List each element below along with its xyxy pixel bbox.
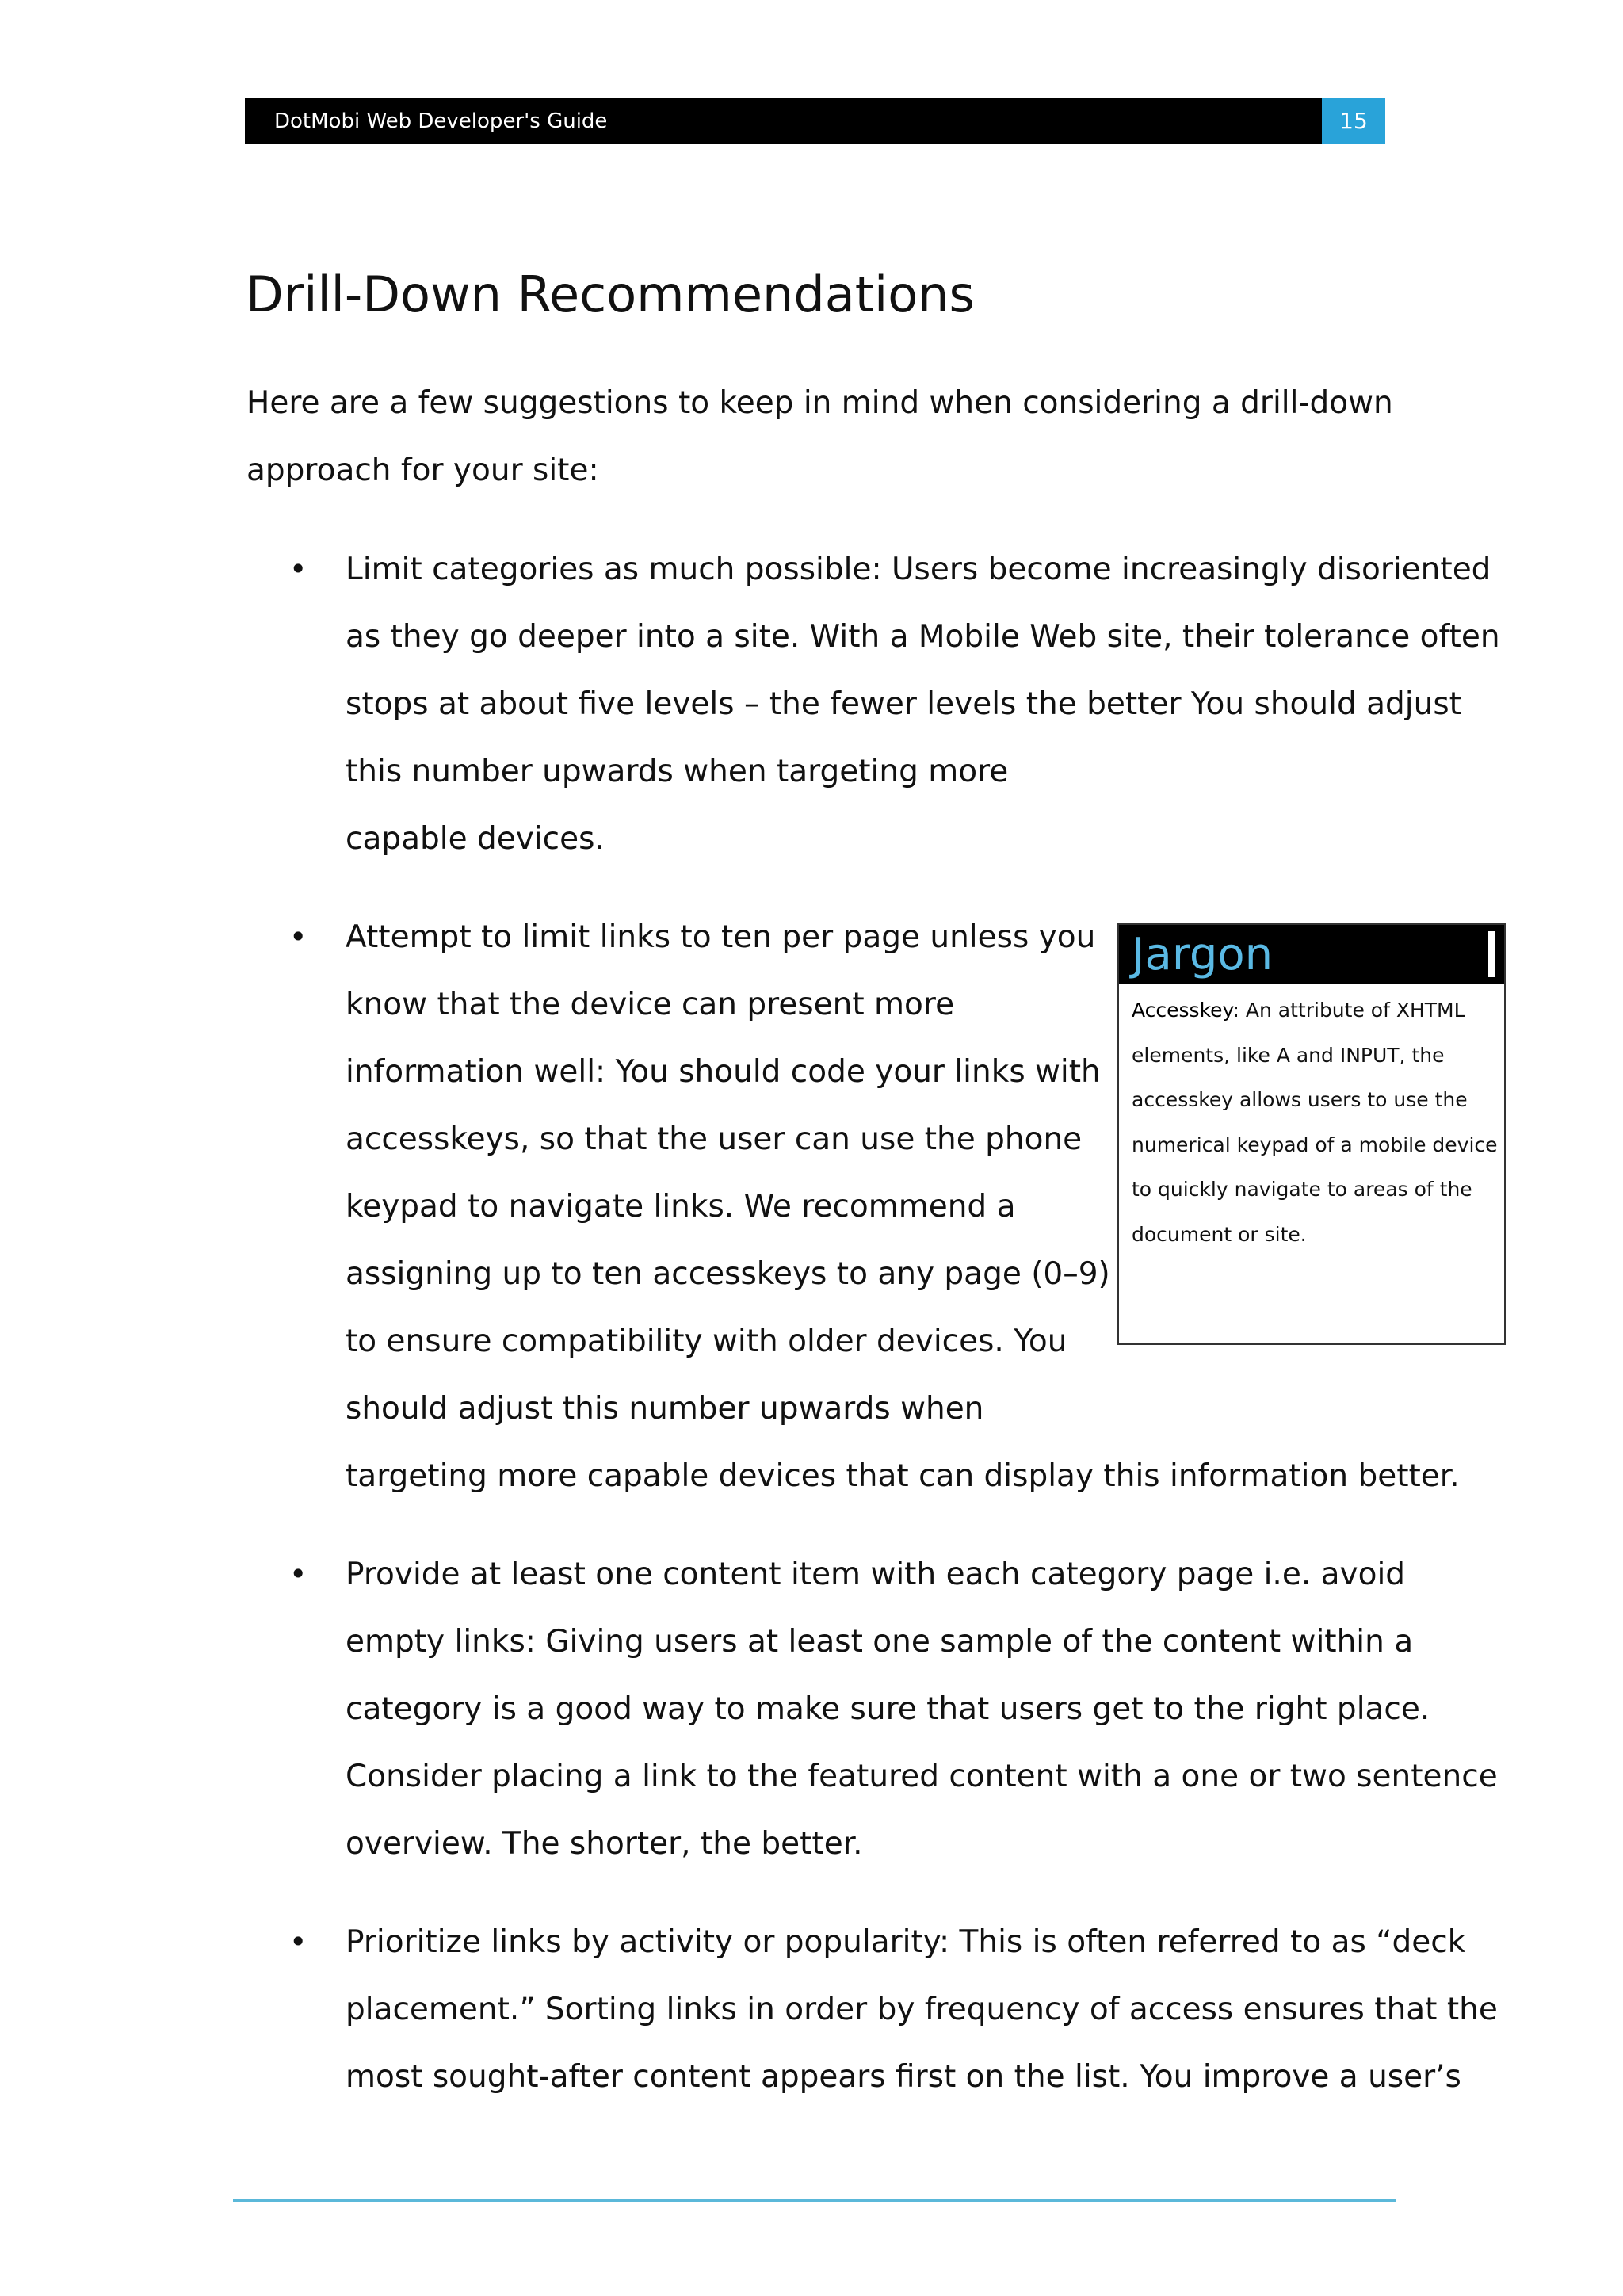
list-item-line: capable devices. xyxy=(346,821,605,857)
header-title: DotMobi Web Developer's Guide xyxy=(274,109,608,133)
list-item-line: most sought-after content appears first on the list. You improve a user’s xyxy=(346,2059,1461,2095)
footer-rule xyxy=(233,2199,1396,2202)
list-item-line: Provide at least one content item with each category page i.e. avoid xyxy=(346,1557,1406,1592)
jargon-header-accent xyxy=(1488,931,1495,977)
list-item-line: information well: You should code your links with xyxy=(346,1054,1101,1090)
list-item-line: Limit categories as much possible: Users become increasingly disoriented xyxy=(346,552,1491,587)
list-item-line: Consider placing a link to the featured content with a one or two sentence xyxy=(346,1759,1498,1794)
jargon-header xyxy=(1119,925,1504,984)
list-item-line: know that the device can present more xyxy=(346,987,955,1022)
list-item xyxy=(346,1908,1498,2111)
jargon-definition-text: : An attribute of XHTML xyxy=(1232,999,1465,1022)
list-item-line: Prioritize links by activity or popularity: This is often referred to as “deck xyxy=(346,1924,1466,1960)
list-item-line: targeting more capable devices that can display this information better. xyxy=(346,1458,1460,1494)
list-item xyxy=(346,1541,1498,1878)
jargon-definition-line: accesskey allows users to use the xyxy=(1132,1088,1468,1111)
list-item-line: empty links: Giving users at least one sample of the content within a xyxy=(346,1624,1414,1660)
jargon-definition-line: numerical keypad of a mobile device xyxy=(1132,1133,1498,1156)
jargon-definition-line: document or site. xyxy=(1132,1222,1307,1246)
list-item-line: as they go deeper into a site. With a Mobile Web site, their tolerance often xyxy=(346,619,1500,655)
header-bar xyxy=(245,98,1385,144)
page-number: 15 xyxy=(1322,98,1385,144)
jargon-term: Accesskey xyxy=(1132,999,1233,1022)
list-item-line: stops at about five levels – the fewer levels the better You should adjust xyxy=(346,686,1461,722)
jargon-definition-line: to quickly navigate to areas of the xyxy=(1132,1178,1472,1201)
list-item-line: category is a good way to make sure that users get to the right place. xyxy=(346,1691,1430,1727)
jargon-definition xyxy=(1132,988,1496,1257)
list-item-line: placement.” Sorting links in order by frequency of access ensures that the xyxy=(346,1992,1498,2027)
jargon-definition-line: elements, like A and INPUT, the xyxy=(1132,1043,1445,1067)
intro-paragraph: Here are a few suggestions to keep in mind when considering a drill-down approach for your site: xyxy=(246,385,1393,488)
bullet-marker: • xyxy=(289,1924,307,1959)
list-item-line: Attempt to limit links to ten per page unless you xyxy=(346,919,1096,955)
list-item-line: accesskeys, so that the user can use the phone xyxy=(346,1121,1083,1157)
bullet-marker: • xyxy=(289,552,307,586)
list-item-line: should adjust this number upwards when xyxy=(346,1391,984,1427)
list-item-line: overview. The shorter, the better. xyxy=(346,1826,863,1862)
bullet-marker: • xyxy=(289,919,307,954)
page-title: Drill-Down Recommendations xyxy=(246,266,975,323)
jargon-definition-line xyxy=(1132,988,1496,1033)
bullet-marker: • xyxy=(289,1557,307,1591)
list-item-line: assigning up to ten accesskeys to any page (0–9) xyxy=(346,1256,1110,1292)
list-item-line: this number upwards when targeting more xyxy=(346,754,1009,789)
list-item-line: to ensure compatibility with older devices. You xyxy=(346,1324,1067,1359)
jargon-title: Jargon xyxy=(1132,929,1274,980)
list-item-line: keypad to navigate links. We recommend a xyxy=(346,1189,1016,1224)
jargon-sidebar xyxy=(1117,923,1506,1345)
list-item xyxy=(346,536,1500,873)
